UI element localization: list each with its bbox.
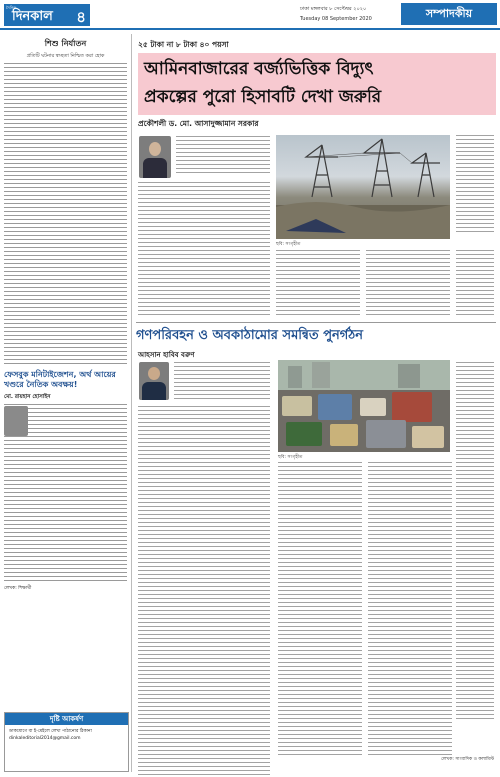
issue-date-en: Tuesday 08 September 2020 — [300, 16, 372, 22]
left-author-photo — [4, 406, 28, 436]
story2-byline: আহসান হাবিব বরুণ — [138, 351, 195, 359]
story1-body-col2a — [276, 250, 360, 318]
left-editorial-title: শিশু নির্যাতন — [44, 39, 87, 48]
story1-byline: প্রকৌশলী ড. মো. আসাদুজ্জামান সরকার — [138, 119, 259, 128]
paper-name: দিনকাল — [12, 9, 53, 24]
left-author-note: লেখক: শিক্ষার্থী — [4, 586, 32, 591]
story2-caption: ছবি: সংগৃহীত — [278, 455, 303, 460]
story1-photo — [276, 135, 450, 239]
story2-body-col2a — [278, 462, 362, 758]
paper-small-label: দৈনিক — [6, 5, 17, 10]
left-article-title: ফেসবুক মনিটাইজেশন, অর্থ আয়ের খণ্ডরে নৈতিক অবক্ষয়! — [4, 370, 116, 389]
notice-email[interactable]: dinkaleditorial2014@gmail.com — [9, 736, 81, 741]
story1-headline-line1: আমিনবাজারের বর্জ্যভিত্তিক বিদ্যুৎ — [144, 59, 374, 79]
story1-body-col3b — [456, 250, 494, 318]
story1-kicker: ২৫ টাকা না ৮ টাকা ৪০ পয়সা — [138, 40, 229, 49]
story2-body-col1a — [174, 362, 270, 402]
notice-box — [4, 712, 129, 772]
issue-date-bn: ঢাকা মঙ্গলবার ৮ সেপ্টেম্বর ২০২০ — [300, 6, 367, 12]
story1-body-col1b — [138, 182, 270, 318]
page-number: ৪ — [76, 8, 86, 26]
section-title: সম্পাদকীয় — [401, 3, 497, 25]
traffic-jam-photo — [278, 360, 450, 452]
story2-body-col2b — [368, 462, 452, 758]
story2-author-photo — [139, 362, 169, 400]
story1-body-col1 — [176, 136, 270, 176]
story2-photo — [278, 360, 450, 452]
pylons-landfill-photo — [276, 135, 450, 239]
story2-body-col3 — [456, 362, 494, 722]
story2-body-col1b — [138, 406, 270, 777]
notice-title: দৃষ্টি আকর্ষণ — [5, 713, 128, 725]
left-editorial-body — [4, 63, 127, 360]
story2-author-credit: লেখক: সাংবাদিক ও কলামিস্ট — [441, 757, 494, 762]
notice-text — [5, 725, 128, 745]
left-divider — [4, 363, 127, 364]
story2-top-rule — [136, 322, 496, 323]
left-column — [4, 34, 127, 772]
story2-headline: গণপরিবহন ও অবকাঠামোর সমন্বিত পুনর্গঠন — [136, 328, 363, 343]
masthead — [0, 0, 500, 30]
story1-caption: ছবি: সংগৃহীত — [276, 242, 301, 247]
left-editorial-subtitle: প্রতিটি ঘটনার স্বচ্ছতা নিশ্চিত করা হোক — [26, 53, 105, 59]
notice-body: ডাকযোগে বা ই-মেইলে লেখা পাঠানোর ঠিকানা — [9, 729, 92, 734]
story1-body-col3 — [456, 135, 494, 235]
story1-headline-line2: প্রকল্পের পুরো হিসাবটি দেখা জরুরি — [144, 87, 382, 107]
left-article-author: মো. রায়হান হোসাইন — [4, 394, 51, 400]
masthead-rule — [0, 28, 500, 30]
story1-body-col2b — [366, 250, 450, 318]
story1-headline — [138, 53, 496, 115]
issue-date — [300, 4, 372, 24]
paper-logo — [4, 4, 90, 26]
story1-author-photo — [139, 136, 171, 178]
column-divider — [131, 34, 132, 772]
